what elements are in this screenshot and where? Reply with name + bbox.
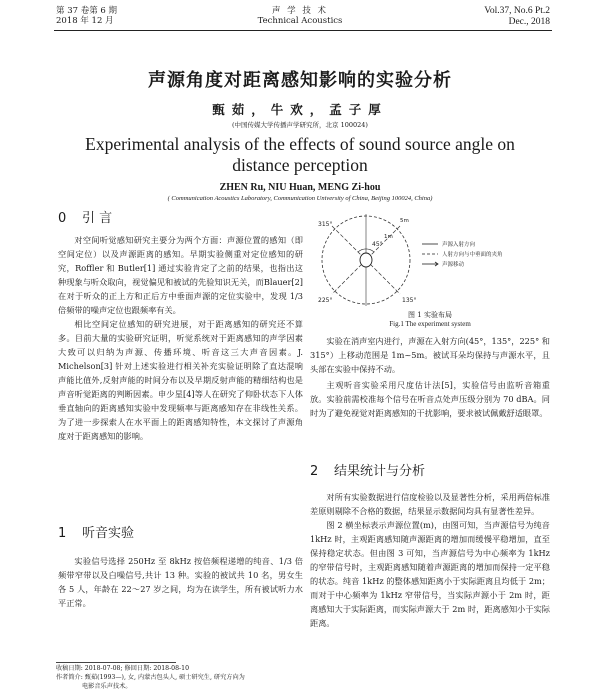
title-en: Experimental analysis of the effects of sound source angle on distance perception (85, 134, 515, 175)
header-rule (54, 30, 552, 31)
section-2-title: 结果统计与分析 (334, 464, 426, 479)
legend-label-2: 人射方向与中垂面的夹角 (442, 252, 503, 258)
header-volume-right: Vol.37, No.6 Pt.2 (484, 6, 550, 16)
section-1-number: 1 (58, 526, 67, 541)
footnote-author-2: 电影音乐声技术。 (82, 683, 132, 690)
footnote-author-1: 作者简介: 甄茹(1993—), 女, 内蒙古包头人, 硕士研究生, 研究方向为 (56, 674, 245, 681)
intro-paragraph-1: 对空间听觉感知研究主要分为两个方面：声源位置的感知（即空间定位）以及声源距离的感知。早期实验侧重对定位感知的研究，Roffler 和 Butler[1] 通过实验肯定了之前的结果，也指出这种现象与听众取向，视觉偏见和被试的先验知识无关，而Blauer[2]在对于听众的正上方和正后方中垂面声源的定位实验中，发现 1/3 倍频带的噪声定位也跟频率有关。 (58, 235, 303, 315)
method-paragraph-2: 主观听音实验采用尺度估计法[5]，实验信号由监听音箱重放。实验前需校准每个信号在听音点处声压级分别为 70 dBA。同时为了避免视觉对距离感知的干扰影响，要求被试佩戴舒适眼罩。 (310, 380, 550, 418)
left-column (58, 233, 303, 443)
figure-1-caption-en: Fig.1 The experiment system (389, 320, 471, 328)
method-paragraph-1: 实验在消声室内进行，声源在入射方向(45°，135°，225° 和 315°）上移动范围是 1m~5m。被试耳朵均保持与声源水平，且头部在实验中保持不动。 (310, 336, 550, 374)
section-0-number: 0 (58, 211, 67, 226)
section-2-number: 2 (310, 464, 319, 479)
header-date-left: 2018 年 12 月 (56, 16, 114, 26)
title-cn: 声源角度对距离感知影响的实验分析 (148, 70, 452, 91)
experiment-paragraph (58, 554, 303, 610)
right-column-bottom (310, 490, 550, 630)
section-1-title: 听音实验 (82, 526, 135, 541)
distance-label-5m: 5m (400, 218, 409, 224)
authors-cn: 甄茹，牛欢，孟子厚 (212, 102, 388, 117)
listener-head-icon (360, 253, 372, 267)
distance-label-1m: 1m (384, 234, 393, 240)
affiliation-cn: (中国传媒大学传播声学研究所，北京 100024) (232, 121, 368, 129)
section-2-heading (310, 460, 425, 479)
legend-label-3: 声源移动 (442, 262, 465, 268)
angle-label-225: 225° (318, 297, 333, 304)
results-paragraph-1: 对所有实验数据进行信度检验以及显著性分析，采用两倍标准差原则剔除不合格的数据，结果显示数据间均具有显著性差异。 (310, 492, 550, 516)
header-journal-cn: 声 学 技 术 (271, 6, 329, 16)
results-paragraph-2: 图 2 横坐标表示声源位置(m)，由图可知，当声源信号为纯音 1kHz 时，主观距离感知随声源距离的增加而缓慢平稳增加，直至保持稳定状态。但由图 3 可知，当声源信号为中心频率为 1kHz 的窄带信号时，主观距离感知随着声源距离的增加而保持一定平稳的状态。纯音 1kHz 的整体感知距离小于实际距离且均低于 2m；而对于中心频率为 1kHz 窄带信号，当实际声源小于 2m 时，距离感知大于实际距离，而实际声源大于 2m 时，距离感知小于实际距离。 (310, 520, 550, 628)
section-0-heading (58, 207, 112, 226)
header-journal-en: Technical Acoustics (257, 16, 343, 26)
header-date-right: Dec., 2018 (508, 17, 550, 27)
figure-1-diagram (310, 208, 550, 308)
affiliation-en: ( Communication Acoustics Laboratory, Communication University of China, Beijing 100024, China) (167, 195, 433, 202)
section-1-heading (58, 522, 134, 541)
section-0-title: 引 言 (82, 211, 113, 226)
authors-en: ZHEN Ru, NIU Huan, MENG Zi-hou (219, 182, 381, 193)
figure-1 (310, 208, 550, 308)
footnote-received: 收稿日期: 2018-07-08; 修回日期: 2018-08-10 (56, 665, 190, 672)
angle-label-45: 45° (372, 241, 383, 248)
figure-1-caption-cn: 图 1 实验布局 (408, 311, 452, 319)
right-column-top (310, 334, 550, 420)
angle-label-315: 315° (318, 221, 333, 228)
footnote (56, 664, 301, 691)
intro-paragraph-2: 相比空间定位感知的研究进展，对于距离感知的研究还不算多。目前大量的实验研究证明，听觉系统对于距离感知的声学因素大致可以归纳为声源、传播环境、听音这三大声音因素。J. Michelson[3] 针对上述实验进行相关补充实验证明除了直达混响声能比值外,反射声能的时间分布以及早期反射声能的精细结构也是声音听觉距离的判断因素。申少星[4]等人在研究了仰卧状态下人体垂直轴向的距离感知实验中发现频率与距离感知存在非线性关系。为了进一步探索人在水平面上的距离感知特性，本文探讨了声源角度对于距离感知的影响。 (58, 319, 303, 441)
angle-label-135: 135° (402, 297, 417, 304)
header-volume-left: 第 37 卷第 6 期 (56, 6, 118, 16)
legend-label-1: 声源入射方向 (442, 242, 476, 248)
experiment-text: 实验信号选择 250Hz 至 8kHz 按倍频程递增的纯音、1/3 倍频带窄带以及白噪信号,共计 13 种。实验的被试共 10 名，男女生各 5 人，年龄在 22～27 岁之间，均为在读学生，所有被试听力水平正常。 (58, 556, 303, 608)
header-right (484, 6, 550, 28)
footnote-rule (56, 662, 176, 663)
